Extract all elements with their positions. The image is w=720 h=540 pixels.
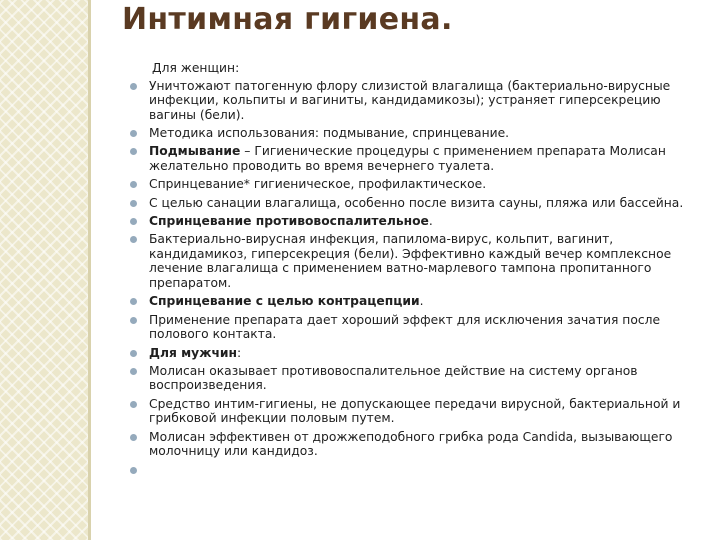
item-bold-text: Для мужчин [149,345,237,360]
item-text: Уничтожают патогенную флору слизистой влагалища (бактериально-вирусные инфекции, кольпиты и вагиниты, кандидамикозы); устраняет гиперсекрецию вагины (бели). [149,78,671,122]
list-item [128,144,708,173]
list-item [128,126,708,141]
list-item [128,294,708,309]
item-text: Методика использования: подмывание, спринцевание. [149,125,510,140]
list-item [128,430,708,459]
item-text: С целью санации влагалища, особенно после визита сауны, пляжа или бассейна. [149,195,684,210]
decorative-side-panel [0,0,88,540]
list-item [128,177,708,192]
list-item [128,196,708,211]
side-panel-border [88,0,91,540]
item-text: Молисан оказывает противовоспалительное действие на систему органов воспроизведения. [149,363,638,393]
item-bold-text: Спринцевание противовоспалительное [149,213,429,228]
list-item [128,232,708,290]
bullet-icon [130,236,137,243]
item-text: – Гигиенические процедуры с применением препарата Молисан желательно проводить во время вечернего туалета. [149,144,666,173]
slide-content [128,61,708,463]
item-text: Применение препарата дает хороший эффект для исключения зачатия после полового контакта. [149,312,661,342]
item-bold-text: Спринцевание с целью контрацепции [149,294,420,309]
item-text: Спринцевание* гигиеническое, профилактическое. [149,177,487,192]
bullet-icon [130,298,137,305]
bullet-icon [130,401,137,408]
bullet-icon [130,350,137,357]
slide-title: Интимная гигиена. [122,2,453,37]
item-text: Молисан эффективен от дрожжеподобного грибка рода Candida, вызывающего молочницу или кандидоз. [149,429,673,459]
item-text: : [237,345,242,360]
item-text: . [428,213,433,228]
list-item [128,364,708,393]
list-item [128,397,708,426]
list-item [128,214,708,229]
bullet-icon [130,434,137,441]
item-text: . [419,294,424,309]
item-text: Бактериально-вирусная инфекция, папилома-вирус, кольпит, вагинит, кандидамикоз, гиперсекреция (бели). Эффективно каждый вечер комплексное лечение влагалища с применением ватно-марлевого тампона пропитанного препаратом. [149,232,672,290]
bullet-icon [130,317,137,324]
bullet-icon [130,130,137,137]
bullet-icon [130,200,137,207]
item-text: Средство интим-гигиены, не допускающее передачи вирусной, бактериальной и грибковой инфекции половым путем. [149,396,681,426]
bullet-icon [130,181,137,188]
bullet-icon [130,148,137,155]
bullet-icon [130,218,137,225]
list-item [128,79,708,123]
list-item [128,313,708,342]
bullet-icon [130,368,137,375]
women-heading: Для женщин: [152,61,240,75]
bullet-icon [130,83,137,90]
item-bold-text: Подмывание [149,144,241,159]
bullet-icon [130,467,137,474]
list-item [128,346,708,361]
